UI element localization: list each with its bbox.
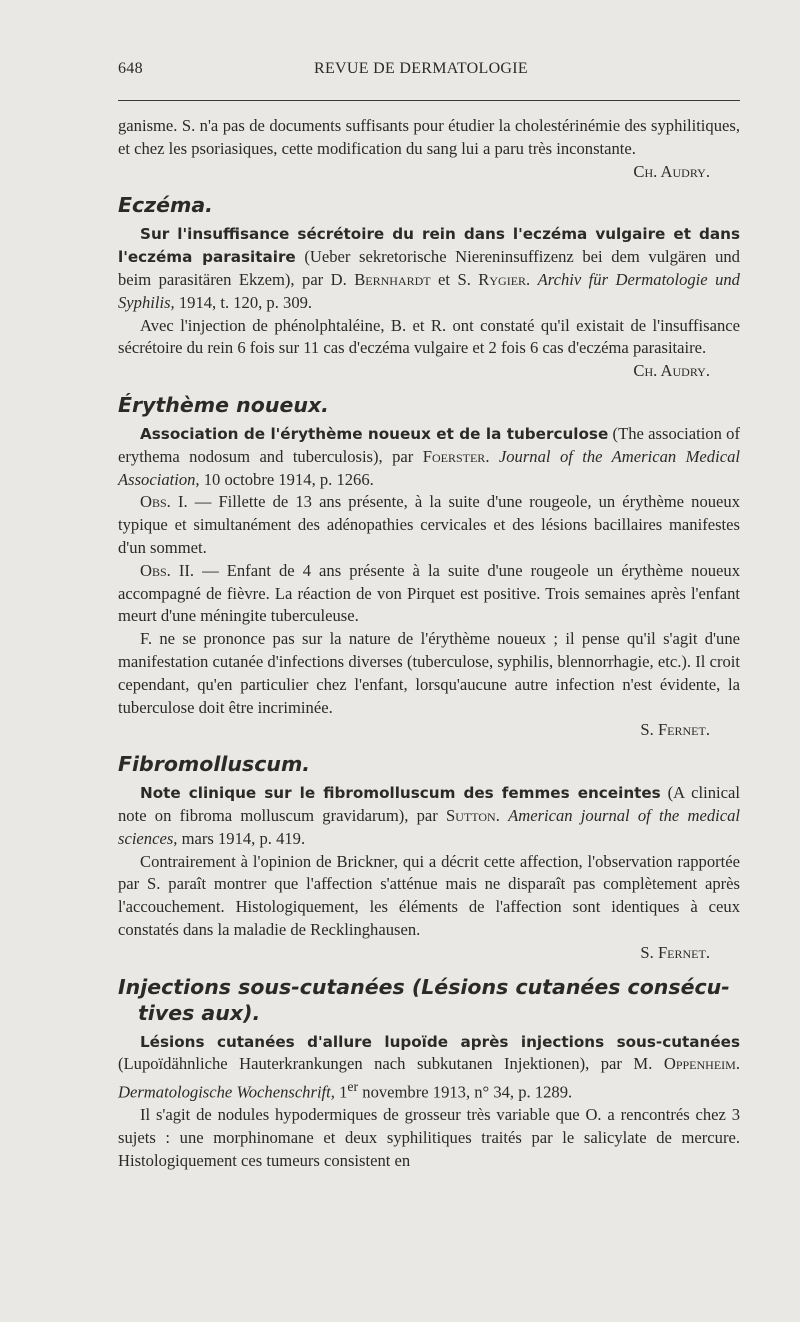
header-rule — [118, 100, 740, 101]
intro-paragraph: ganisme. S. n'a pas de documents suffisants pour étudier la cholestérinémie des syphilitiques, et chez les psoriasiques, cette modification du sang lui a paru très inconstante. — [118, 116, 740, 158]
journal-name: Dermatologische Wochenschrift, — [118, 1082, 335, 1102]
erytheme-observation-1: Obs. I. — Fillette de 13 ans présente, à la suite d'une rougeole, un érythème noueux typique et simultanément des adénopathies cervicales et des lésions bacillaires manifestes d'un sommet. — [118, 492, 740, 557]
intro-signature: Ch. Audry. — [633, 161, 710, 181]
section-heading-fibromolluscum: Fibromolluscum. — [118, 752, 311, 777]
eczema-signature: Ch. Audry. — [633, 361, 710, 381]
journal-name: Journal of the American Medical Association, — [118, 446, 740, 489]
eczema-article-title: Sur l'insuffisance sécrétoire du rein dans l'eczéma vulgaire et dans l'eczéma parasitaire — [118, 225, 740, 267]
injections-article-title: Lésions cutanées d'allure lupoïde après injections sous-cutanées — [140, 1032, 740, 1051]
journal-name: Archiv für Dermatologie und Syphilis, — [118, 269, 740, 312]
erytheme-reference: Association de l'érythème noueux et de la tuberculose (The association of erythema nodosum and tuberculosis), par Foerster. Journal of the American Medical Association, 10 octobre 1914, p. 1266. — [118, 423, 740, 489]
section-heading-injections: Injections sous-cutanées (Lésions cutanées consécu- tives aux). — [118, 974, 730, 1025]
section-heading-erytheme: Érythème noueux. — [118, 392, 329, 417]
fibromolluscum-reference: Note clinique sur le fibromolluscum des femmes enceintes (A clinical note on fibroma molluscum gravidarum), par Sutton. American journal of the medical sciences, mars 1914, p. 419. — [118, 783, 740, 848]
erytheme-signature: S. Fernet. — [640, 720, 710, 740]
erytheme-observation-2: Obs. II. — Enfant de 4 ans présente à la suite d'une rougeole un érythème noueux accompagné de fièvre. La réaction de von Pirquet est positive. Trois semaines après l'enfant meurt d'une méningite tuberculeuse. — [118, 560, 740, 626]
fibromolluscum-body: Contrairement à l'opinion de Brickner, qui a décrit cette affection, l'observation rapportée par S. paraît montrer que l'affection s'atténue mais ne disparaît pas complètement après l'accouchement. Histologiquement, les éléments de l'affection sont identiques à ceux constatés dans la maladie de Recklinghausen. — [118, 851, 740, 939]
author-name: Rygier — [478, 269, 527, 289]
fibromolluscum-article-title: Note clinique sur le fibromolluscum des femmes enceintes — [140, 784, 661, 803]
author-name: Oppenheim — [663, 1054, 736, 1074]
erytheme-body: F. ne se prononce pas sur la nature de l'érythème noueux ; il pense qu'il s'agit d'une manifestation cutanée d'infections diverses (tuberculose, syphilis, blennorrhagie, etc.). Il croit cependant, qu'en particulier chez l'enfant, lorsqu'aucune autre infection n'est évidente, la tuberculose doit être incriminée. — [118, 629, 740, 717]
page-number: 648 — [118, 60, 143, 77]
fibromolluscum-signature: S. Fernet. — [640, 942, 710, 962]
journal-title: REVUE DE DERMATOLOGIE — [314, 60, 528, 77]
eczema-reference: Sur l'insuffisance sécrétoire du rein dans l'eczéma vulgaire et dans l'eczéma parasitaire (Ueber sekretorische Niereninsuffizenz bei dem vulgären und beim parasitären Ekzem), par D. Bernhardt et S. Rygier. Archiv für Dermatologie und Syphilis, 1914, t. 120, p. 309. — [118, 225, 740, 312]
erytheme-article-title: Association de l'érythème noueux et de la tuberculose — [140, 424, 609, 443]
author-name: Foerster — [422, 446, 486, 466]
injections-reference: Lésions cutanées d'allure lupoïde après injections sous-cutanées (Lupoïdähnliche Hauterkrankungen nach subkutanen Injektionen), par M. Oppenheim. Dermatologische Wochenschrift, 1er novembre 1913, n° 34, p. 1289. — [118, 1032, 740, 1102]
page-body — [118, 115, 740, 1173]
journal-name: American journal of the medical sciences, — [118, 805, 740, 848]
eczema-body: Avec l'injection de phénolphtaléine, B. et R. ont constaté qu'il existait de l'insuffisance sécrétoire du rein 6 fois sur 11 cas d'eczéma vulgaire et 2 fois 6 cas d'eczéma parasitaire. — [118, 315, 740, 358]
section-heading-eczema: Eczéma. — [118, 193, 213, 218]
author-name: Sutton — [446, 805, 496, 825]
author-name: Bernhardt — [354, 269, 431, 289]
injections-body: Il s'agit de nodules hypodermiques de grosseur très variable que O. a rencontrés chez 3 sujets : une morphinomane et deux syphilitiques traités par le salicylate de mercure. Histologiquement ces tumeurs consistent en — [118, 1105, 740, 1171]
